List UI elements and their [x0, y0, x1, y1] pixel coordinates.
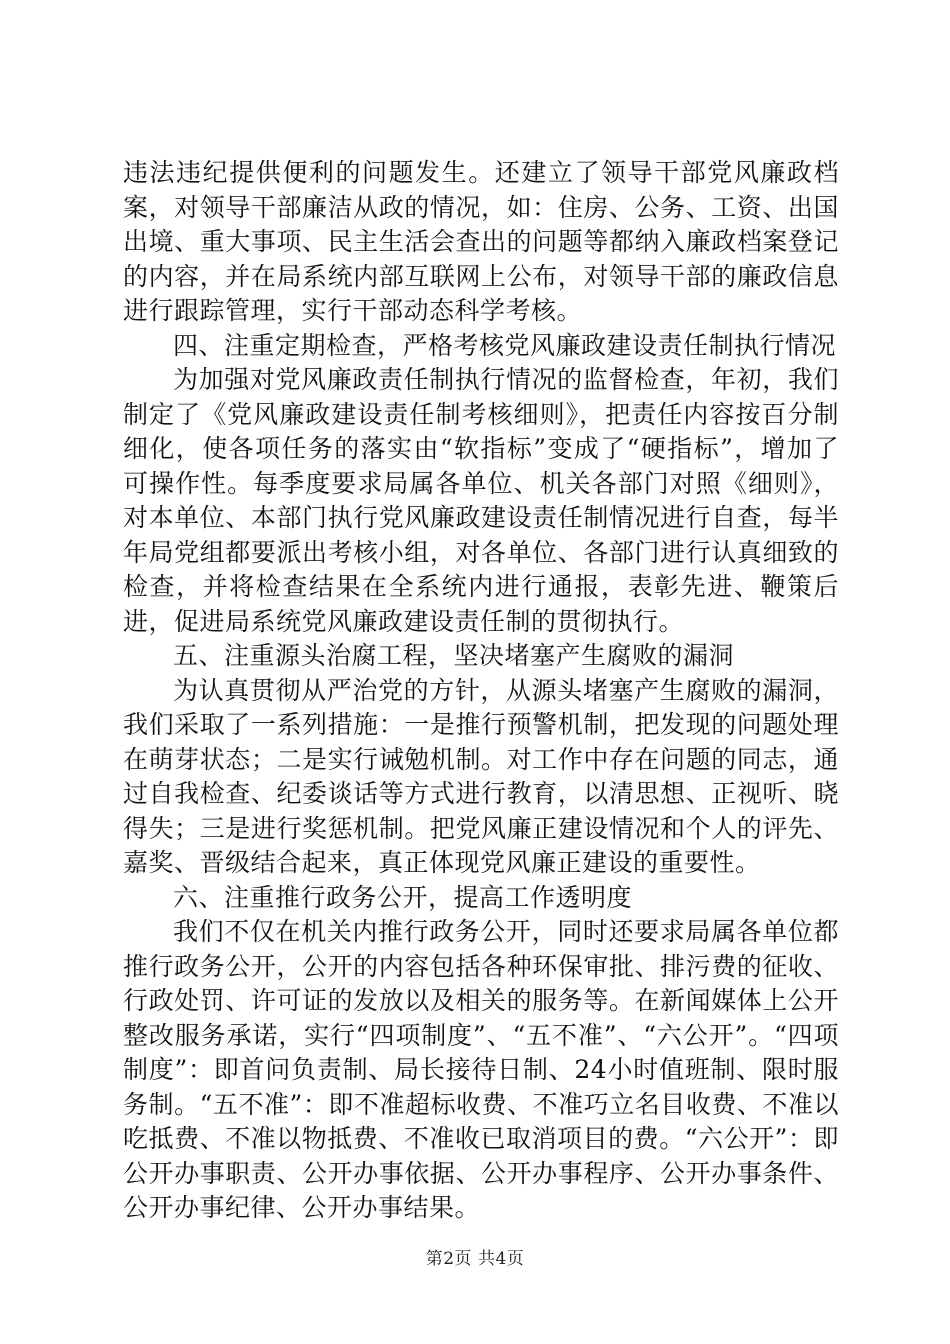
section-heading-5: 五、注重源头治腐工程，坚决堵塞产生腐败的漏洞: [173, 641, 735, 670]
section-heading-6: 六、注重推行政务公开，提高工作透明度: [173, 882, 633, 912]
document-body: [123, 156, 839, 1226]
paragraph-section-6: 我们不仅在机关内推行政务公开，同时还要求局属各单位都推行政务公开，公开的内容包括各种环保审批、排污费的征收、行政处罚、许可证的发放以及相关的服务等。在新闻媒体上公开整改服务承诺，实行“四项制度”、“五不准”、“六公开”。“四项制度”：即首问负责制、局长接待日制、24小时值班制、限时服务制。“五不准”：即不准超标收费、不准巧立名目收费、不准以吃抵费、不准以物抵费、不准收已取消项目的费。“六公开”：即公开办事职责、公开办事依据、公开办事程序、公开办事条件、公开办事纪律、公开办事结果。: [123, 917, 839, 1222]
paragraph-section-5: 为认真贯彻从严治党的方针，从源头堵塞产生腐败的漏洞，我们采取了一系列措施：一是推行预警机制，把发现的问题处理在萌芽状态；二是实行诫勉机制。对工作中存在问题的同志，通过自我检查、纪委谈话等方式进行教育，以清思想、正视听、晓得失；三是进行奖惩机制。把党风廉正建设情况和个人的评先、嘉奖、晋级结合起来，真正体现党风廉正建设的重要性。: [123, 675, 839, 877]
paragraph-section-4: 为加强对党风廉政责任制执行情况的监督检查，年初，我们制定了《党风廉政建设责任制考核细则》，把责任内容按百分制细化，使各项任务的落实由“软指标”变成了“硬指标”，增加了可操作性。每季度要求局属各单位、机关各部门对照《细则》，对本单位、本部门执行党风廉政建设责任制情况进行自查，每半年局党组都要派出考核小组，对各单位、各部门进行认真细致的检查，并将检查结果在全系统内进行通报，表彰先进、鞭策后进，促进局系统党风廉政建设责任制的贯彻执行。: [123, 365, 839, 636]
section-heading-4: 四、注重定期检查，严格考核党风廉政建设责任制执行情况: [173, 330, 837, 360]
paragraph-continuation: 违法违纪提供便利的问题发生。还建立了领导干部党风廉政档案，对领导干部廉洁从政的情况，如：住房、公务、工资、出国出境、重大事项、民主生活会查出的问题等都纳入廉政档案登记的内容，并在局系统内部互联网上公布，对领导干部的廉政信息进行跟踪管理，实行干部动态科学考核。: [123, 158, 839, 325]
page-number-footer: 第2页 共4页: [425, 1249, 525, 1269]
